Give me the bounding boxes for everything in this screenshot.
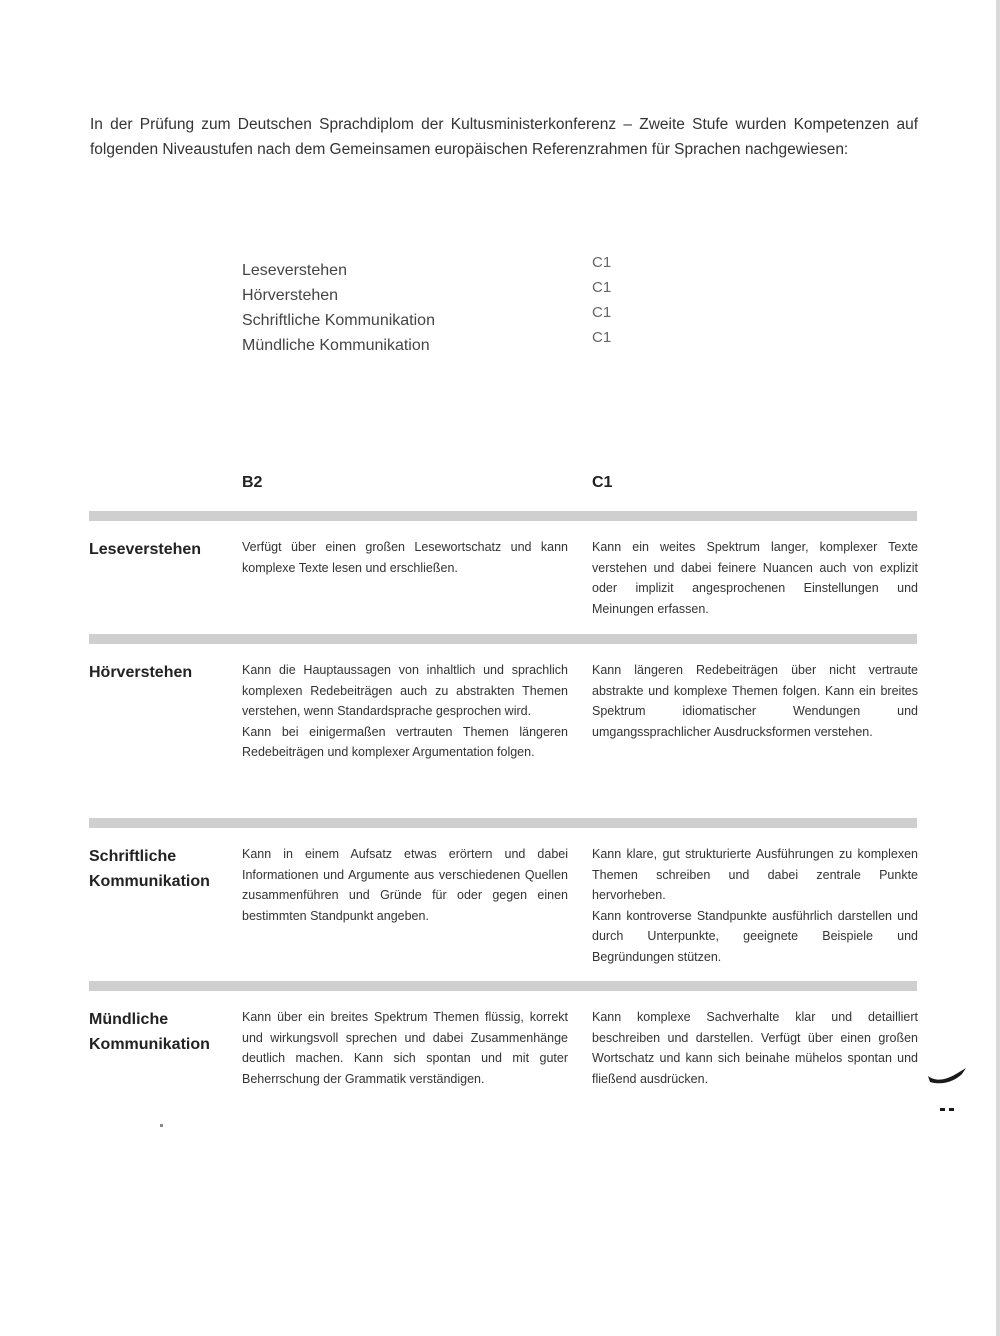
b2-paragraph: Verfügt über einen großen Lesewortschatz und kann komplexe Texte lesen und erschließen.	[242, 540, 568, 575]
level-skill: Schriftliche Kommunikation	[242, 312, 435, 329]
table-divider	[89, 511, 917, 521]
level-grade: C1	[592, 254, 612, 271]
table-divider	[89, 981, 917, 991]
c1-paragraph: Kann kontroverse Standpunkte ausführlich darstellen und durch Unterpunkte, geeignete Beispiele und Begründungen stützen.	[592, 908, 918, 964]
row-b2-description	[242, 1007, 568, 1089]
row-b2-description	[242, 537, 568, 578]
c1-paragraph: Kann längeren Redebeiträgen über nicht vertraute abstrakte und komplexe Themen folgen. Kann ein breites Spektrum idiomatischer Wendungen und umgangssprachlicher Ausdrucksformen verstehen.	[592, 663, 918, 739]
table-divider	[89, 818, 917, 828]
scan-artifact-mark	[926, 1062, 972, 1114]
row-label: Hörverstehen	[89, 664, 193, 681]
table-divider	[89, 634, 917, 644]
c1-paragraph: Kann klare, gut strukturierte Ausführungen zu komplexen Themen schreiben und dabei zentrale Punkte hervorheben.	[592, 847, 918, 902]
level-grade: C1	[592, 279, 612, 296]
level-grade: C1	[592, 304, 612, 321]
row-c1-description	[592, 660, 918, 742]
level-skill: Leseverstehen	[242, 262, 347, 279]
row-label: Leseverstehen	[89, 541, 202, 558]
row-label: Schriftliche Kommunikation	[89, 848, 210, 890]
intro-paragraph: In der Prüfung zum Deutschen Sprachdiplom der Kultusministerkonferenz – Zweite Stufe wurden Kompetenzen auf folgenden Niveaustufen nach dem Gemeinsamen europäischen Referenzrahmen für Sprachen nachgewiesen:	[90, 116, 918, 158]
c1-paragraph: Kann ein weites Spektrum langer, komplexer Texte verstehen und dabei feinere Nuancen auch von explizit oder implizit angesprochenen Einstellungen und Meinungen erfassen.	[592, 540, 918, 616]
level-row	[242, 329, 662, 358]
b2-paragraph: Kann bei einigermaßen vertrauten Themen längeren Redebeiträgen und komplexer Argumentation folgen.	[242, 724, 568, 759]
row-b2-description	[242, 844, 568, 926]
row-b2-description	[242, 660, 568, 763]
level-skill: Mündliche Kommunikation	[242, 337, 430, 354]
c1-paragraph: Kann komplexe Sachverhalte klar und detailliert beschreiben und darstellen. Verfügt über einen großen Wortschatz und kann sich beinahe mühelos spontan und fließend ausdrücken.	[592, 1010, 918, 1086]
b2-paragraph: Kann in einem Aufsatz etwas erörtern und dabei Informationen und Argumente aus verschiedenen Quellen zusammenführen und Gründe für oder gegen einen bestimmten Standpunkt angeben.	[242, 847, 568, 923]
column-header-b2: B2	[242, 474, 263, 491]
scan-speck	[160, 1124, 163, 1127]
page-edge-shadow	[996, 0, 1000, 1336]
level-skill: Hörverstehen	[242, 287, 339, 304]
row-c1-description	[592, 844, 918, 967]
b2-paragraph: Kann über ein breites Spektrum Themen flüssig, korrekt und wirkungsvoll sprechen und dabei Zusammenhänge deutlich machen. Kann sich spontan und mit guter Beherrschung der Grammatik verständigen.	[242, 1010, 568, 1086]
row-label: Mündliche Kommunikation	[89, 1011, 210, 1053]
level-grade: C1	[592, 329, 612, 346]
b2-paragraph: Kann die Hauptaussagen von inhaltlich und sprachlich komplexen Redebeiträgen auch zu abstrakten Themen verstehen, wenn Standardsprache gesprochen wird.	[242, 663, 568, 718]
row-c1-description	[592, 537, 918, 619]
level-summary	[242, 254, 662, 358]
column-header-c1: C1	[592, 474, 613, 491]
row-c1-description	[592, 1007, 918, 1089]
